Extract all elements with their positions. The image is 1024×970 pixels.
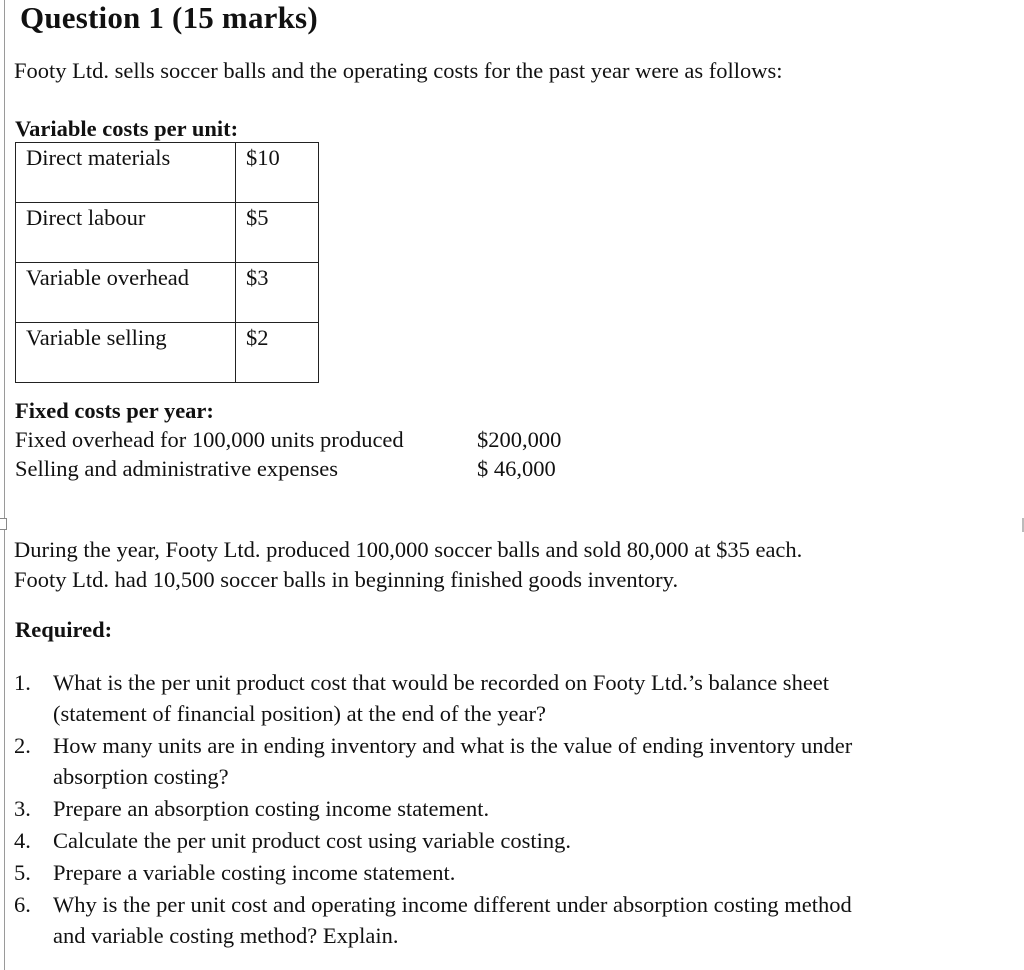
intro-text: Footy Ltd. sells soccer balls and the operating costs for the past year were as follows: [14,58,783,83]
list-number: 1. [14,670,31,695]
question-title: Question 1 (15 marks) [20,0,318,35]
list-item-text: absorption costing? [53,764,229,789]
list-item [14,857,1004,888]
list-item-text: and variable costing method? Explain. [53,923,399,948]
table-row [16,203,319,263]
scenario-line-1: During the year, Footy Ltd. produced 100,000 soccer balls and sold 80,000 at $35 each. [14,537,803,562]
fixed-cost-line [15,427,562,453]
fixed-cost-line [15,456,556,482]
table-row [16,143,319,203]
list-item [14,730,1004,792]
cost-item: Variable selling [16,323,236,383]
list-item-text: How many units are in ending inventory and what is the value of ending inventory under [53,733,853,758]
list-number: 4. [14,828,31,853]
variable-costs-table [15,142,319,383]
fixed-cost-amount: $200,000 [477,427,562,452]
required-list [14,667,1004,952]
list-number: 2. [14,733,31,758]
page-left-border [4,0,5,970]
list-item-text: Why is the per unit cost and operating income different under absorption costing method [53,892,852,917]
fixed-cost-item: Fixed overhead for 100,000 units produced [15,427,404,452]
cost-item: Direct labour [16,203,236,263]
cost-item: Variable overhead [16,263,236,323]
cost-amount: $5 [236,203,319,263]
fixed-cost-amount: $ 46,000 [477,456,556,481]
list-number: 6. [14,892,31,917]
list-item [14,825,1004,856]
list-item-text: Prepare an absorption costing income statement. [53,796,490,821]
list-item [14,793,1004,824]
list-item-text: Prepare a variable costing income statement. [53,860,456,885]
list-number: 3. [14,796,31,821]
list-number: 5. [14,860,31,885]
list-item [14,889,1004,951]
scroll-marker-left [0,518,7,530]
table-row [16,323,319,383]
list-item-text: (statement of financial position) at the end of the year? [53,701,546,726]
cost-amount: $3 [236,263,319,323]
required-heading: Required: [15,617,113,642]
cost-item: Direct materials [16,143,236,203]
list-item-text: What is the per unit product cost that would be recorded on Footy Ltd.’s balance sheet [53,670,830,695]
fixed-costs-heading: Fixed costs per year: [15,398,214,423]
list-item-text: Calculate the per unit product cost using variable costing. [53,828,571,853]
table-row [16,263,319,323]
variable-costs-heading: Variable costs per unit: [15,116,239,141]
scenario-line-2: Footy Ltd. had 10,500 soccer balls in beginning finished goods inventory. [14,567,679,592]
fixed-cost-item: Selling and administrative expenses [15,456,339,481]
cost-amount: $2 [236,323,319,383]
cost-amount: $10 [236,143,319,203]
list-item [14,667,1004,729]
